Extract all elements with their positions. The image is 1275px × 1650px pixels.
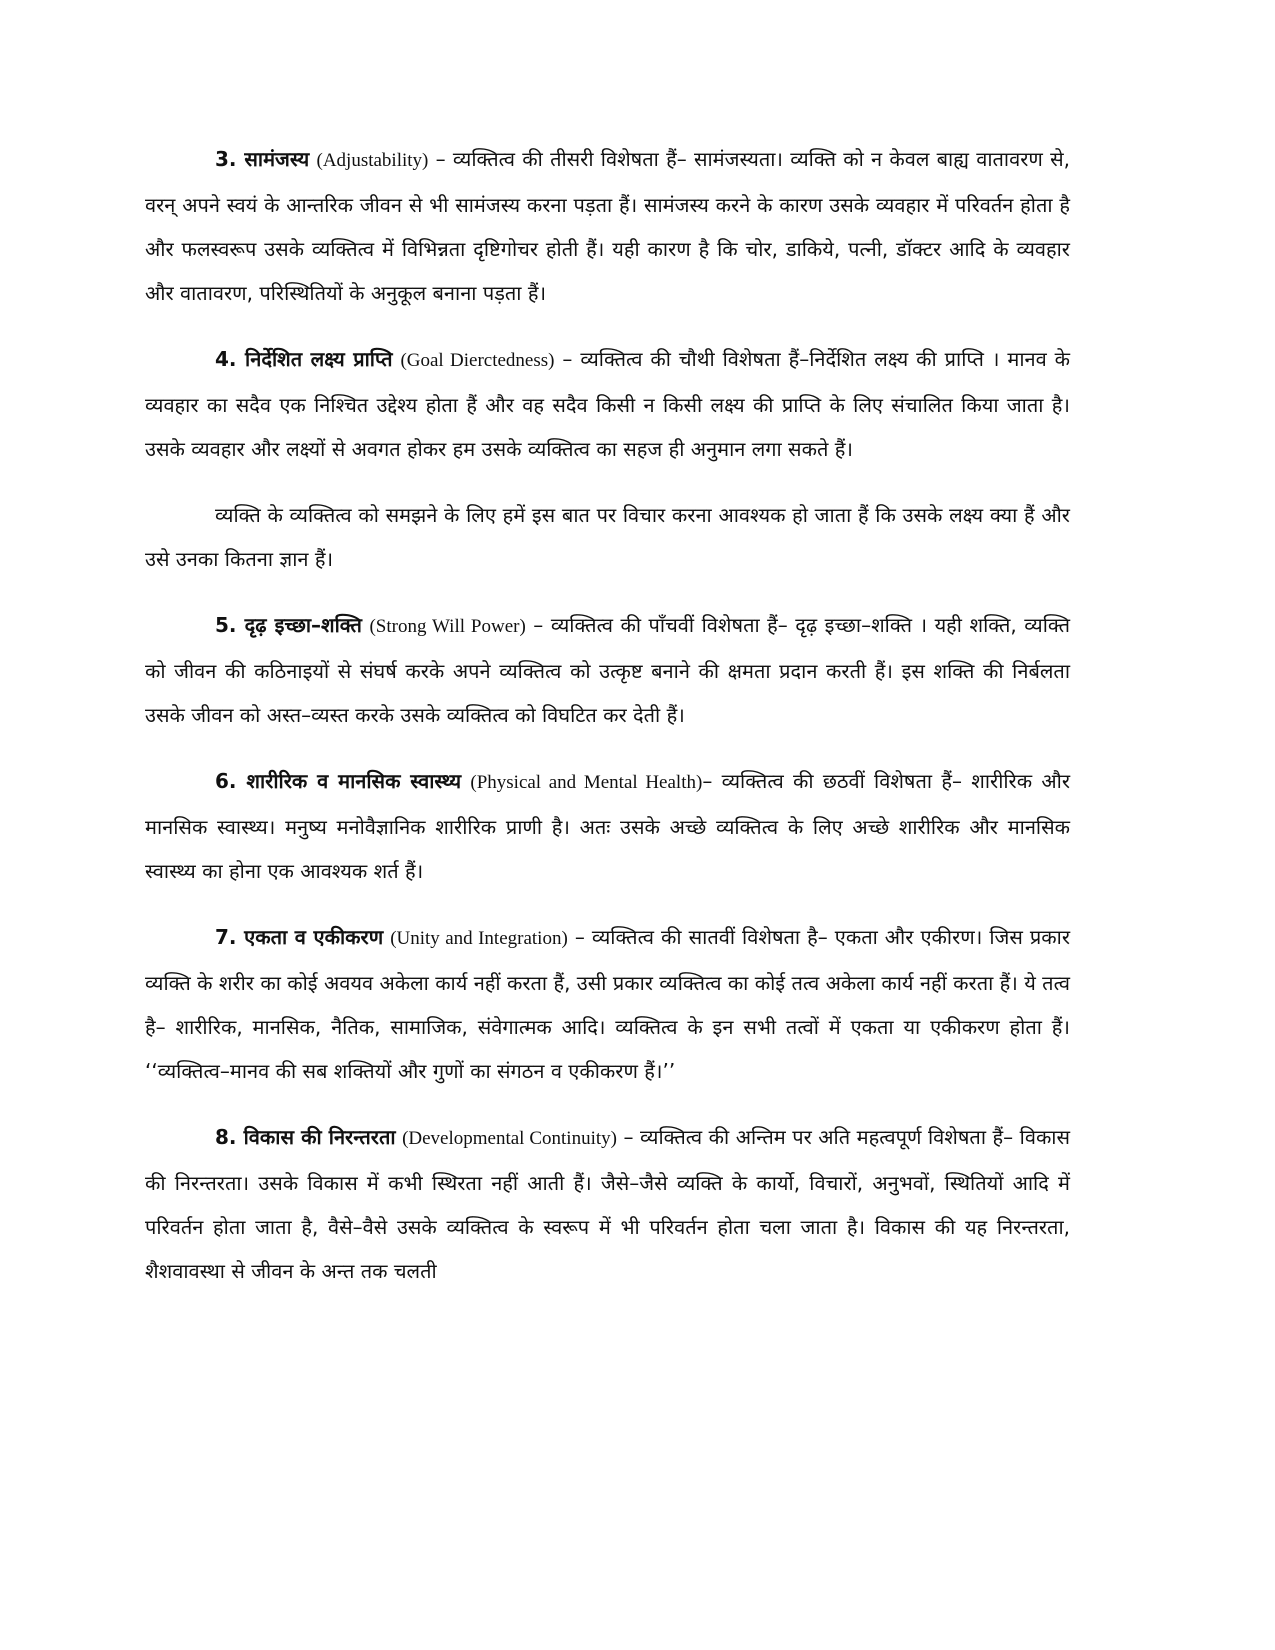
section-english-term: (Developmental Continuity) bbox=[402, 1128, 617, 1149]
section-physical-mental-health bbox=[145, 759, 1070, 893]
section-english-term: (Unity and Integration) bbox=[390, 928, 568, 949]
section-heading: 7. एकता व एकीकरण bbox=[215, 925, 384, 949]
section-unity-integration bbox=[145, 915, 1070, 1093]
section-heading: 4. निर्देशित लक्ष्य प्राप्ति bbox=[215, 347, 393, 371]
section-english-term: (Physical and Mental Health) bbox=[470, 772, 703, 793]
section-strong-will-power bbox=[145, 603, 1070, 737]
section-heading: 5. दृढ़ इच्छा–शक्ति bbox=[215, 613, 362, 637]
section-goal-directedness bbox=[145, 337, 1070, 471]
section-body: – व्यक्तित्व की सातवीं विशेषता है– एकता और एकीरण। जिस प्रकार व्यक्ति के शरीर का कोई अवयव अकेला कार्य नहीं करता हैं, उसी प्रकार व्यक्तित्व का कोई तत्व अकेला कार्य नहीं करता हैं। ये तत्व है– शारीरिक, मानसिक, नैतिक, सामाजिक, संवेगात्मक आदि। व्यक्तित्व के इन सभी तत्वों में एकता या एकीकरण होता हैं। ‘‘व्यक्तित्व–मानव की सब शक्तियों और गुणों का संगठन व एकीकरण हैं।’’ bbox=[145, 925, 1071, 1083]
document-page bbox=[145, 137, 1070, 1315]
section-english-term: (Strong Will Power) bbox=[369, 616, 526, 637]
paragraph-text: व्यक्ति के व्यक्तित्व को समझने के लिए हमें इस बात पर विचार करना आवश्यक हो जाता हैं कि उसके लक्ष्य क्या हैं और उसे उनका कितना ज्ञान हैं। bbox=[145, 503, 1070, 571]
section-body: – व्यक्तित्व की चौथी विशेषता हैं–निर्देशित लक्ष्य की प्राप्ति । मानव के व्यवहार का सदैव एक निश्चित उद्देश्य होता हैं और वह सदैव किसी न किसी लक्ष्य की प्राप्ति के लिए संचालित किया जाता है। उसके व्यवहार और लक्ष्यों से अवगत होकर हम उसके व्यक्तित्व का सहज ही अनुमान लगा सकते हैं। bbox=[145, 347, 1070, 461]
section-heading: 3. सामंजस्य bbox=[215, 147, 310, 171]
section-heading: 8. विकास की निरन्तरता bbox=[215, 1125, 396, 1149]
section-body: – व्यक्तित्व की पाँचवीं विशेषता हैं– दृढ़ इच्छा–शक्ति । यही शक्ति, व्यक्ति को जीवन की कठिनाइयों से संघर्ष करके अपने व्यक्तित्व को उत्कृष्ट बनाने की क्षमता प्रदान करती हैं। इस शक्ति की निर्बलता उसके जीवन को अस्त–व्यस्त करके उसके व्यक्तित्व को विघटित कर देती हैं। bbox=[145, 613, 1070, 727]
section-english-term: (Goal Dierctedness) bbox=[400, 350, 555, 371]
paragraph-goal-note bbox=[145, 493, 1070, 581]
section-english-term: (Adjustability) bbox=[316, 150, 429, 171]
section-body: – व्यक्तित्व की अन्तिम पर अति महत्वपूर्ण विशेषता हैं– विकास की निरन्तरता। उसके विकास में कभी स्थिरता नहीं आती हैं। जैसे–जैसे व्यक्ति के कार्यो, विचारों, अनुभवों, स्थितियों आदि में परिवर्तन होता जाता है, वैसे–वैसे उसके व्यक्तित्व के स्वरूप में भी परिवर्तन होता चला जाता है। विकास की यह निरन्तरता, शैशवावस्था से जीवन के अन्त तक चलती bbox=[145, 1125, 1070, 1283]
section-developmental-continuity bbox=[145, 1115, 1070, 1293]
section-adjustability bbox=[145, 137, 1070, 315]
section-body: – व्यक्तित्व की छठवीं विशेषता हैं– शारीरिक और मानसिक स्वास्थ्य। मनुष्य मनोवैज्ञानिक शारीरिक प्राणी है। अतः उसके अच्छे व्यक्तित्व के लिए अच्छे शारीरिक और मानसिक स्वास्थ्य का होना एक आवश्यक शर्त हैं। bbox=[145, 769, 1071, 883]
section-body: – व्यक्तित्व की तीसरी विशेषता हैं– सामंजस्यता। व्यक्ति को न केवल बाह्य वातावरण से, वरन् अपने स्वयं के आन्तरिक जीवन से भी सामंजस्य करना पड़ता हैं। सामंजस्य करने के कारण उसके व्यवहार में परिवर्तन होता है और फलस्वरूप उसके व्यक्तित्व में विभिन्नता दृष्टिगोचर होती हैं। यही कारण है कि चोर, डाकिये, पत्नी, डॉक्टर आदि के व्यवहार और वातावरण, परिस्थितियों के अनुकूल बनाना पड़ता हैं। bbox=[145, 147, 1070, 305]
section-heading: 6. शारीरिक व मानसिक स्वास्थ्य bbox=[215, 769, 462, 793]
